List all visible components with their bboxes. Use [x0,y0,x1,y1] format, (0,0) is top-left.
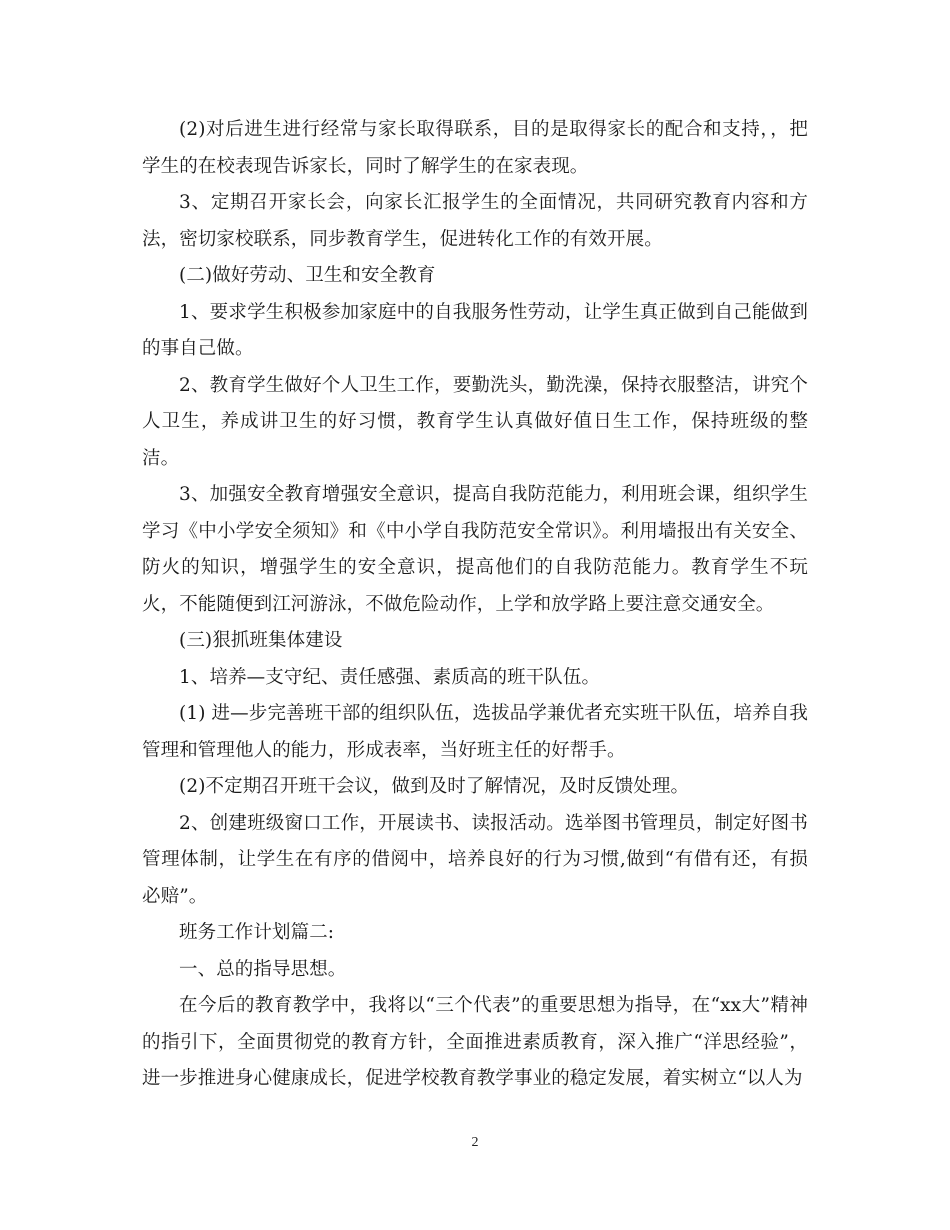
section-heading-guiding-thought: 一、总的指导思想。 [179,958,347,980]
paragraph-personal-hygiene: 2、教育学生做好个人卫生工作，要勤洗头，勤洗澡，保持衣服整洁，讲究个人卫生，养成讲卫生的好习惯，教育学生认真做好值日生工作，保持班级的整洁。 [142,374,808,469]
page-number: 2 [471,1135,479,1150]
paragraph-self-service-labor: 1、要求学生积极参加家庭中的自我服务性劳动，让学生真正做到自己能做到的事自己做。 [142,301,808,359]
section-heading-class-building: (三)狠抓班集体建设 [179,630,343,651]
paragraph-train-class-leaders: 1、培养—支守纪、责任感强、素质高的班干队伍。 [179,666,601,688]
document-body [142,112,808,1098]
paragraph-guiding-thought: 在今后的教育教学中，我将以“三个代表”的重要思想为指导，在“xx大”精神的指引下，全面贯彻党的教育方针，全面推进素质教育，深入推广“洋思经验”，进一步推进身心健康成长，促进学校教育教学事业的稳定发展，着实树立“以人为 [142,995,808,1089]
paragraph-class-leader-meetings: (2)不定期召开班干会议，做到及时了解情况，及时反馈处理。 [179,776,690,797]
paragraph-improve-class-leaders: (1) 进—步完善班干部的组织队伍，选拔品学兼优者充实班干队伍，培养自我管理和管理他人的能力，形成表率，当好班主任的好帮手。 [142,703,808,761]
paragraph-reading-activities: 2、创建班级窗口工作，开展读书、读报活动。选举图书管理员，制定好图书管理体制，让学生在有序的借阅中，培养良好的行为习惯,做到“有借有还，有损必赔”。 [142,812,808,907]
section-heading-labor-hygiene-safety: (二)做好劳动、卫生和安全教育 [179,265,436,286]
paragraph-safety-education: 3、加强安全教育增强安全意识，提高自我防范能力，利用班会课，组织学生学习《中小学安全须知》和《中小学自我防范安全常识》。利用墙报出有关安全、防火的知识，增强学生的安全意识，提高他们的自我防范能力。教育学生不玩火，不能随便到江河游泳，不做危险动作，上学和放学路上要注意交通安全。 [142,484,808,615]
section-heading-plan-two: 班务工作计划篇二: [179,922,335,943]
paragraph-parent-meeting: 3、定期召开家长会，向家长汇报学生的全面情况，共同研究教育内容和方法，密切家校联系，同步教育学生，促进转化工作的有效开展。 [142,192,808,250]
paragraph-parent-contact: (2)对后进生进行经常与家长取得联系，目的是取得家长的配合和支持，，把学生的在校表现告诉家长，同时了解学生的在家表现。 [142,119,808,177]
